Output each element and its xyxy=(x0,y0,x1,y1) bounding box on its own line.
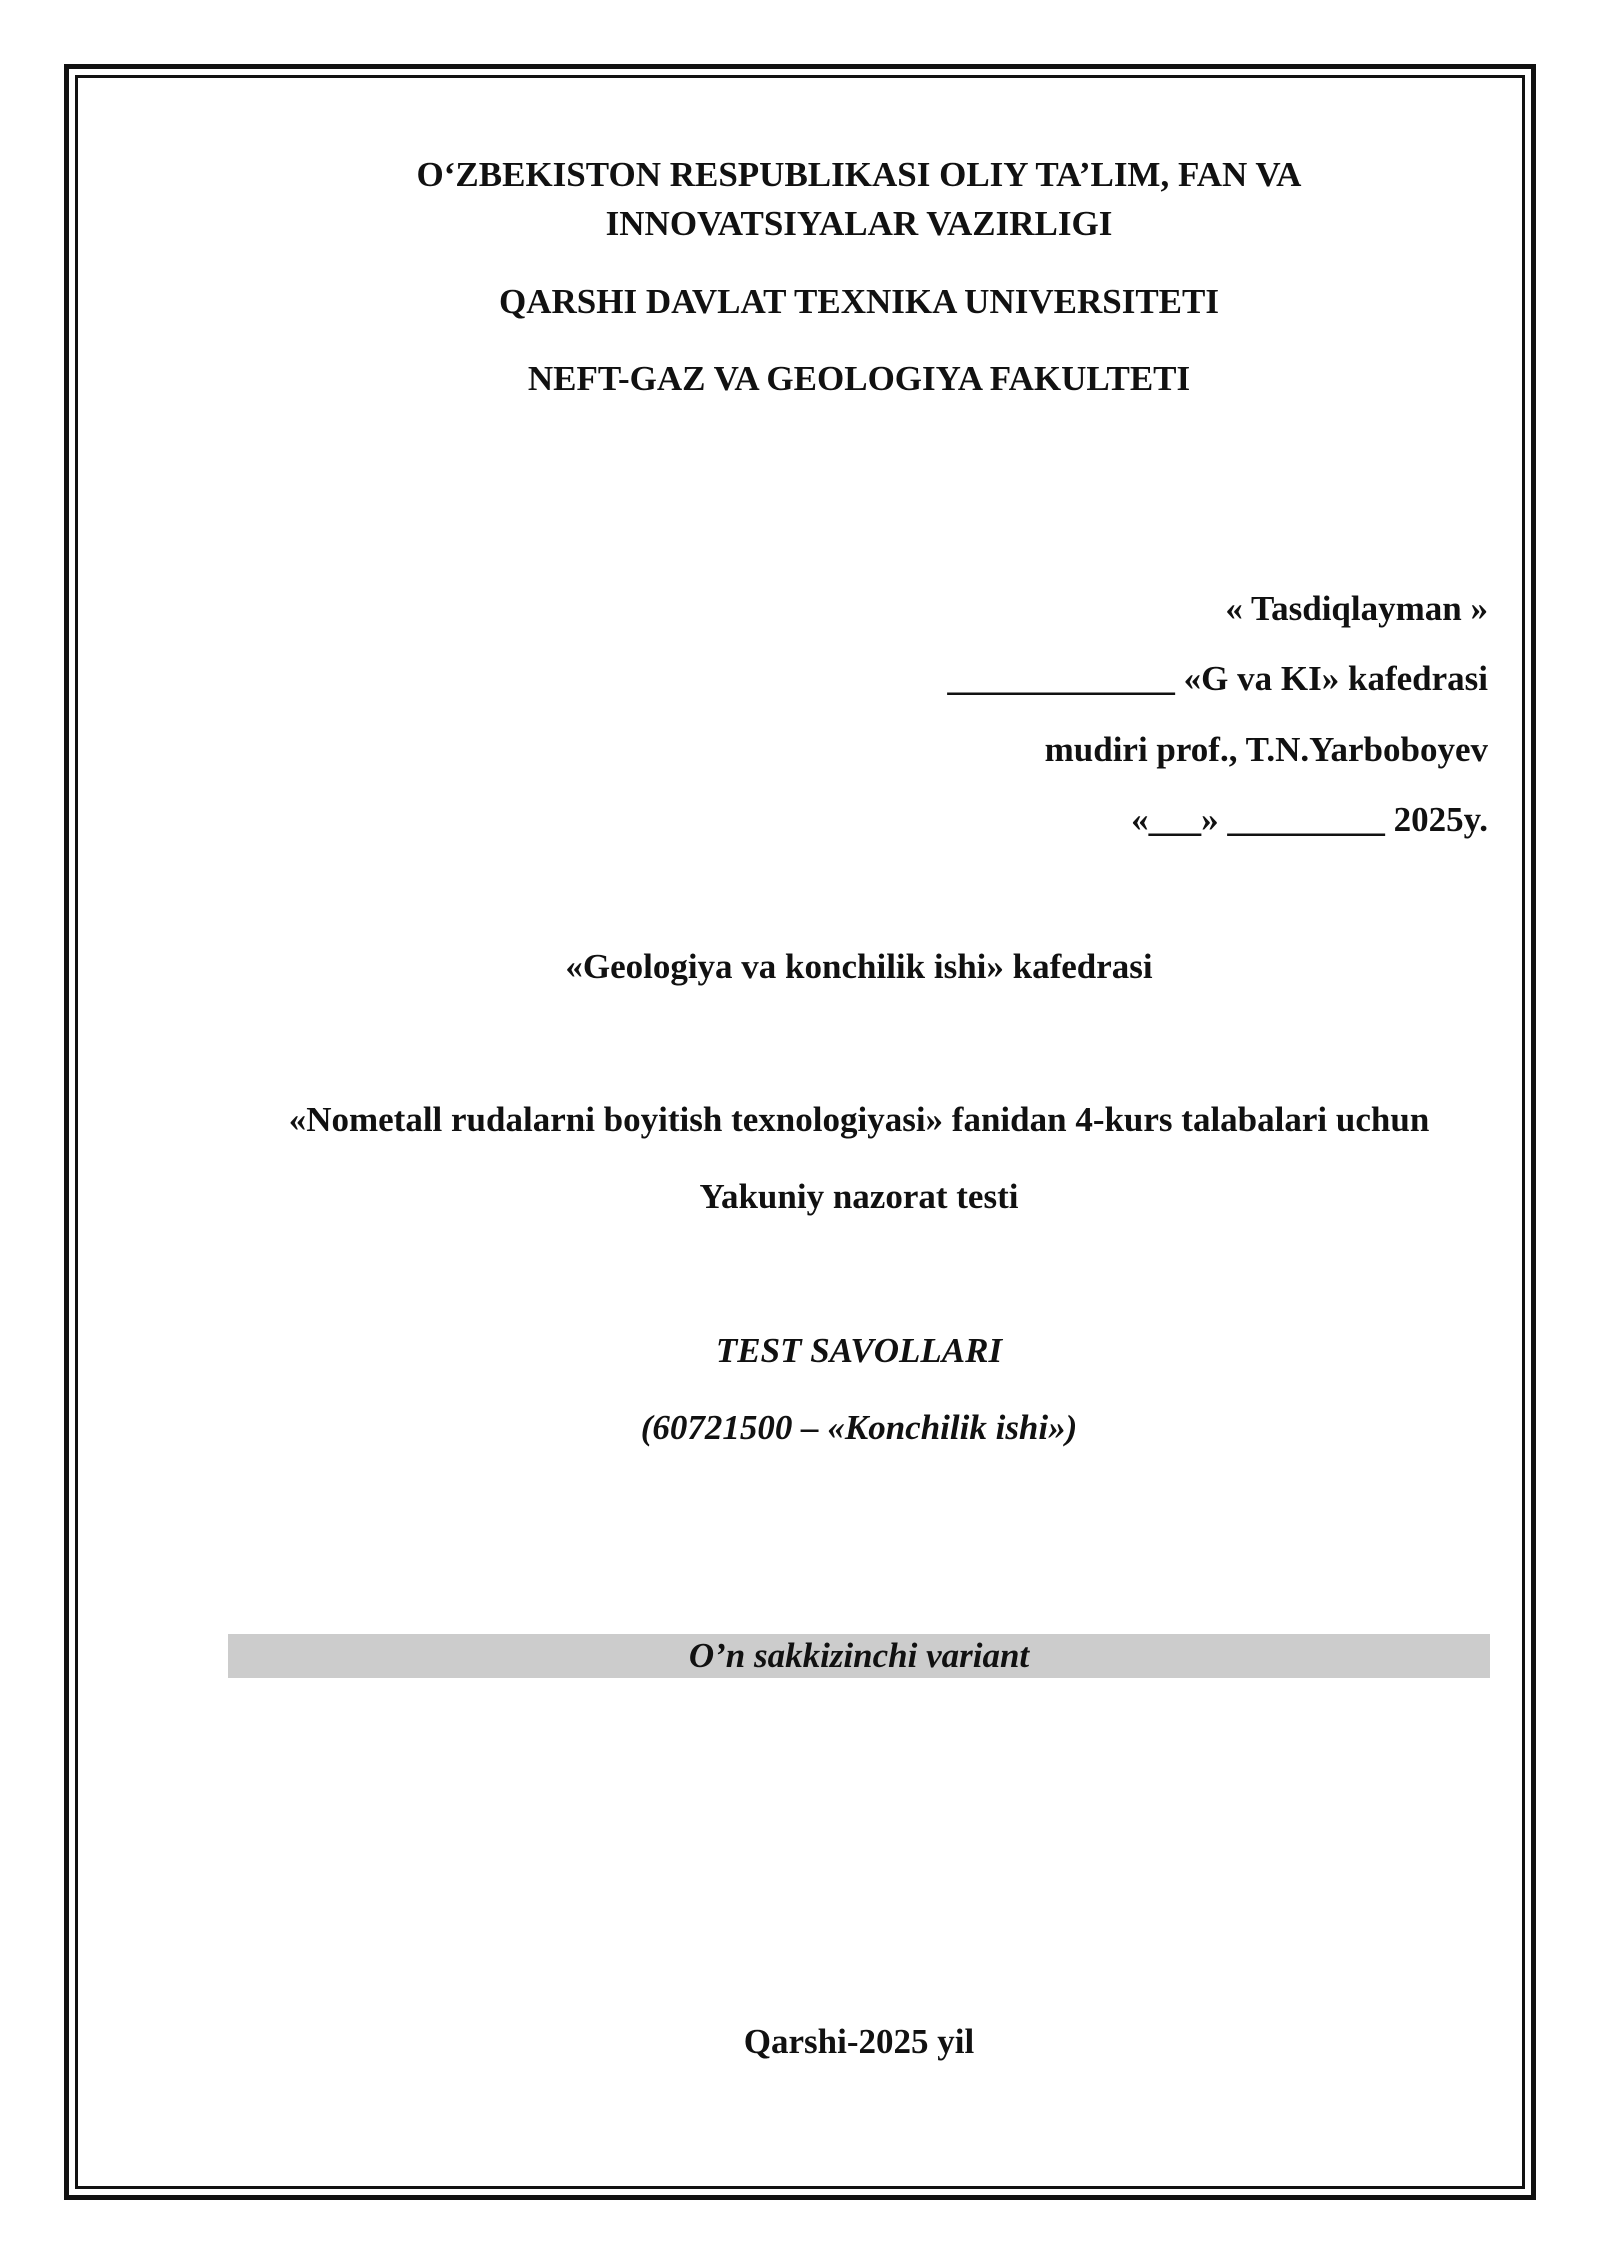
approval-title: « Tasdiqlayman » xyxy=(1225,589,1488,628)
ministry-line-2: INNOVATSIYALAR VAZIRLIGI xyxy=(605,204,1113,243)
variant-banner xyxy=(228,1634,1490,1678)
variant-label: O’n sakkizinchi variant xyxy=(688,1636,1030,1675)
university-name: QARSHI DAVLAT TEXNIKA UNIVERSITETI xyxy=(499,282,1219,321)
course-line: «Nometall rudalarni boyitish texnologiyasi» fanidan 4-kurs talabalari uchun xyxy=(288,1100,1430,1139)
approval-head-line: mudiri prof., T.N.Yarboboyev xyxy=(1044,730,1488,769)
department-name: «Geologiya va konchilik ishi» kafedrasi xyxy=(565,947,1153,986)
faculty-name: NEFT-GAZ VA GEOLOGIYA FAKULTETI xyxy=(527,359,1191,398)
exam-title: Yakuniy nazorat testi xyxy=(699,1177,1019,1216)
program-code: (60721500 – «Konchilik ishi») xyxy=(640,1408,1078,1447)
approval-date-line: «___» _________ 2025y. xyxy=(1131,800,1488,839)
ministry-line-1: O‘ZBEKISTON RESPUBLIKASI OLIY TA’LIM, FAN VA xyxy=(416,155,1302,194)
test-title: TEST SAVOLLARI xyxy=(715,1331,1003,1370)
place-year: Qarshi-2025 yil xyxy=(743,2022,975,2061)
approval-department-line: _____________ «G va KI» kafedrasi xyxy=(947,659,1488,698)
